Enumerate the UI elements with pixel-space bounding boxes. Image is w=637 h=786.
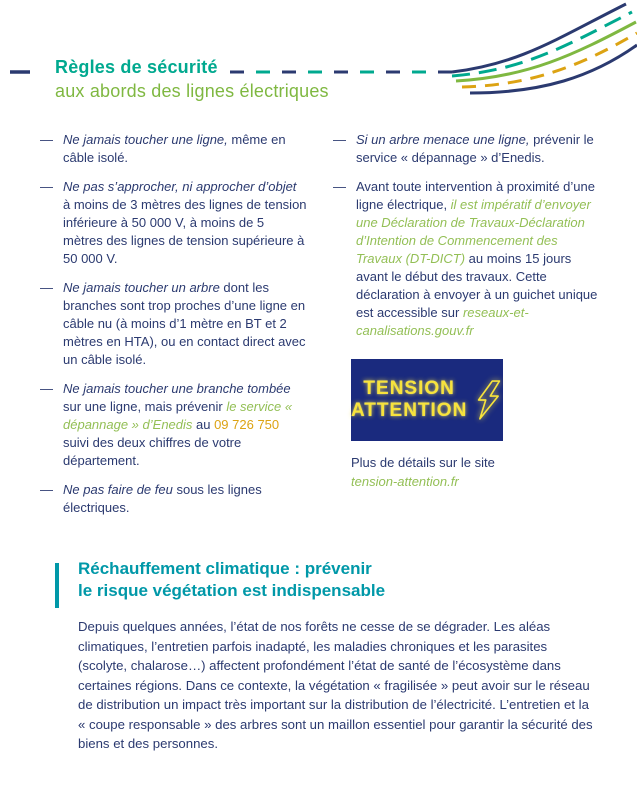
text-segment: Si un arbre menace une ligne, [356, 132, 530, 147]
bullet-dash-icon: — [40, 132, 53, 147]
climate-section [55, 558, 600, 754]
attention-word: ATTENTION [351, 400, 468, 421]
text-segment: Avant toute intervention à proximité d’une ligne électrique, [356, 179, 595, 212]
tension-attention-wordmark [351, 378, 467, 422]
tension-site-link[interactable]: tension-attention.fr [351, 474, 459, 489]
safety-rules-columns [40, 131, 600, 528]
safety-rules-right-column [333, 131, 600, 528]
text-segment: Ne jamais toucher un arbre [63, 280, 220, 295]
lightning-bolt-icon [474, 373, 503, 427]
safety-rule-text [356, 131, 600, 167]
bullet-dash-icon: — [333, 179, 346, 194]
safety-rule-text [356, 178, 600, 340]
text-segment: 09 726 750 [214, 417, 280, 432]
safety-rule-text [63, 178, 307, 268]
text-segment: il est impératif d’envoyer une Déclaration de Travaux-Déclaration d’Intention de Commencement des Travaux (DT-DICT) [356, 197, 591, 266]
safety-rule-item [40, 481, 307, 517]
page-title-line1: Règles de sécurité [55, 57, 218, 77]
text-segment: Ne pas s’approcher, ni approcher d’objet [63, 179, 297, 194]
safety-rule-item [40, 178, 307, 268]
text-segment: sous les lignes électriques. [63, 482, 262, 515]
text-segment: sur une ligne, mais prévenir [63, 399, 227, 414]
climate-title [78, 558, 600, 602]
safety-rules-left-column [40, 131, 307, 528]
text-segment: Ne pas faire de feu [63, 482, 173, 497]
inline-link[interactable]: reseaux-et-canalisations.gouv.fr [356, 305, 529, 338]
safety-rules-right-list [333, 131, 600, 340]
text-segment: suivi des deux chiffres de votre département. [63, 435, 242, 468]
bullet-dash-icon: — [333, 132, 346, 147]
text-segment: au moins 15 jours avant le début des travaux. Cette déclaration à envoyer à un guichet unique est accessible sur [356, 251, 598, 320]
climate-title-line2: le risque végétation est indispensable [78, 581, 386, 600]
tension-caption: Plus de détails sur le site [351, 455, 495, 470]
accent-bar [55, 563, 59, 608]
safety-rule-item [40, 131, 307, 167]
text-segment: Ne jamais toucher une branche tombée [63, 381, 291, 396]
climate-body: Depuis quelques années, l’état de nos forêts ne cesse de se dégrader. Les aléas climatiques, l’entretien parfois inadapté, les maladies chroniques et les parasites (scolyte, chalarose…) affectent profondément l’état de santé de l’écosystème dans certaines régions. Dans ce contexte, la végétation « fragilisée » peut avoir sur le réseau de distribution un impact très important sur la distribution de l’électricité. L’entretien et la « coupe responsable » des arbres sont un maillon essentiel pour garantir la sécurité des biens et des personnes. [78, 619, 593, 751]
text-segment: à moins de 3 mètres des lignes de tension inférieure à 50 000 V, à moins de 5 mètres des lignes de tension supérieure à 50 000 V. [63, 197, 307, 266]
tension-word: TENSION [363, 378, 455, 399]
safety-rule-item [333, 131, 600, 167]
bullet-dash-icon: — [40, 280, 53, 295]
safety-rule-text [63, 131, 307, 167]
text-segment: dont les branches sont trop proches d’une ligne en câble nu (à moins d’1 mètre en BT et 2 mètres en HTA), ou en contact direct avec un câble isolé. [63, 280, 306, 367]
safety-rule-text [63, 380, 307, 470]
safety-rule-text [63, 481, 307, 517]
bullet-dash-icon: — [40, 381, 53, 396]
safety-rule-item [40, 380, 307, 470]
text-segment: Ne jamais toucher une ligne, [63, 132, 228, 147]
text-segment: au [192, 417, 215, 432]
bullet-dash-icon: — [40, 179, 53, 194]
climate-title-line1: Réchauffement climatique : prévenir [78, 559, 372, 578]
text-segment: le service « dépannage » d’Enedis [63, 399, 293, 432]
page-title-line2: aux abords des lignes électriques [55, 81, 329, 101]
safety-rule-item [333, 178, 600, 340]
safety-rule-text [63, 279, 307, 369]
tension-attention-banner [351, 359, 503, 441]
safety-rule-item [40, 279, 307, 369]
bullet-dash-icon: — [40, 482, 53, 497]
text-segment: prévenir le service « dépannage » d’Enedis. [356, 132, 594, 165]
text-segment: même en câble isolé. [63, 132, 286, 165]
